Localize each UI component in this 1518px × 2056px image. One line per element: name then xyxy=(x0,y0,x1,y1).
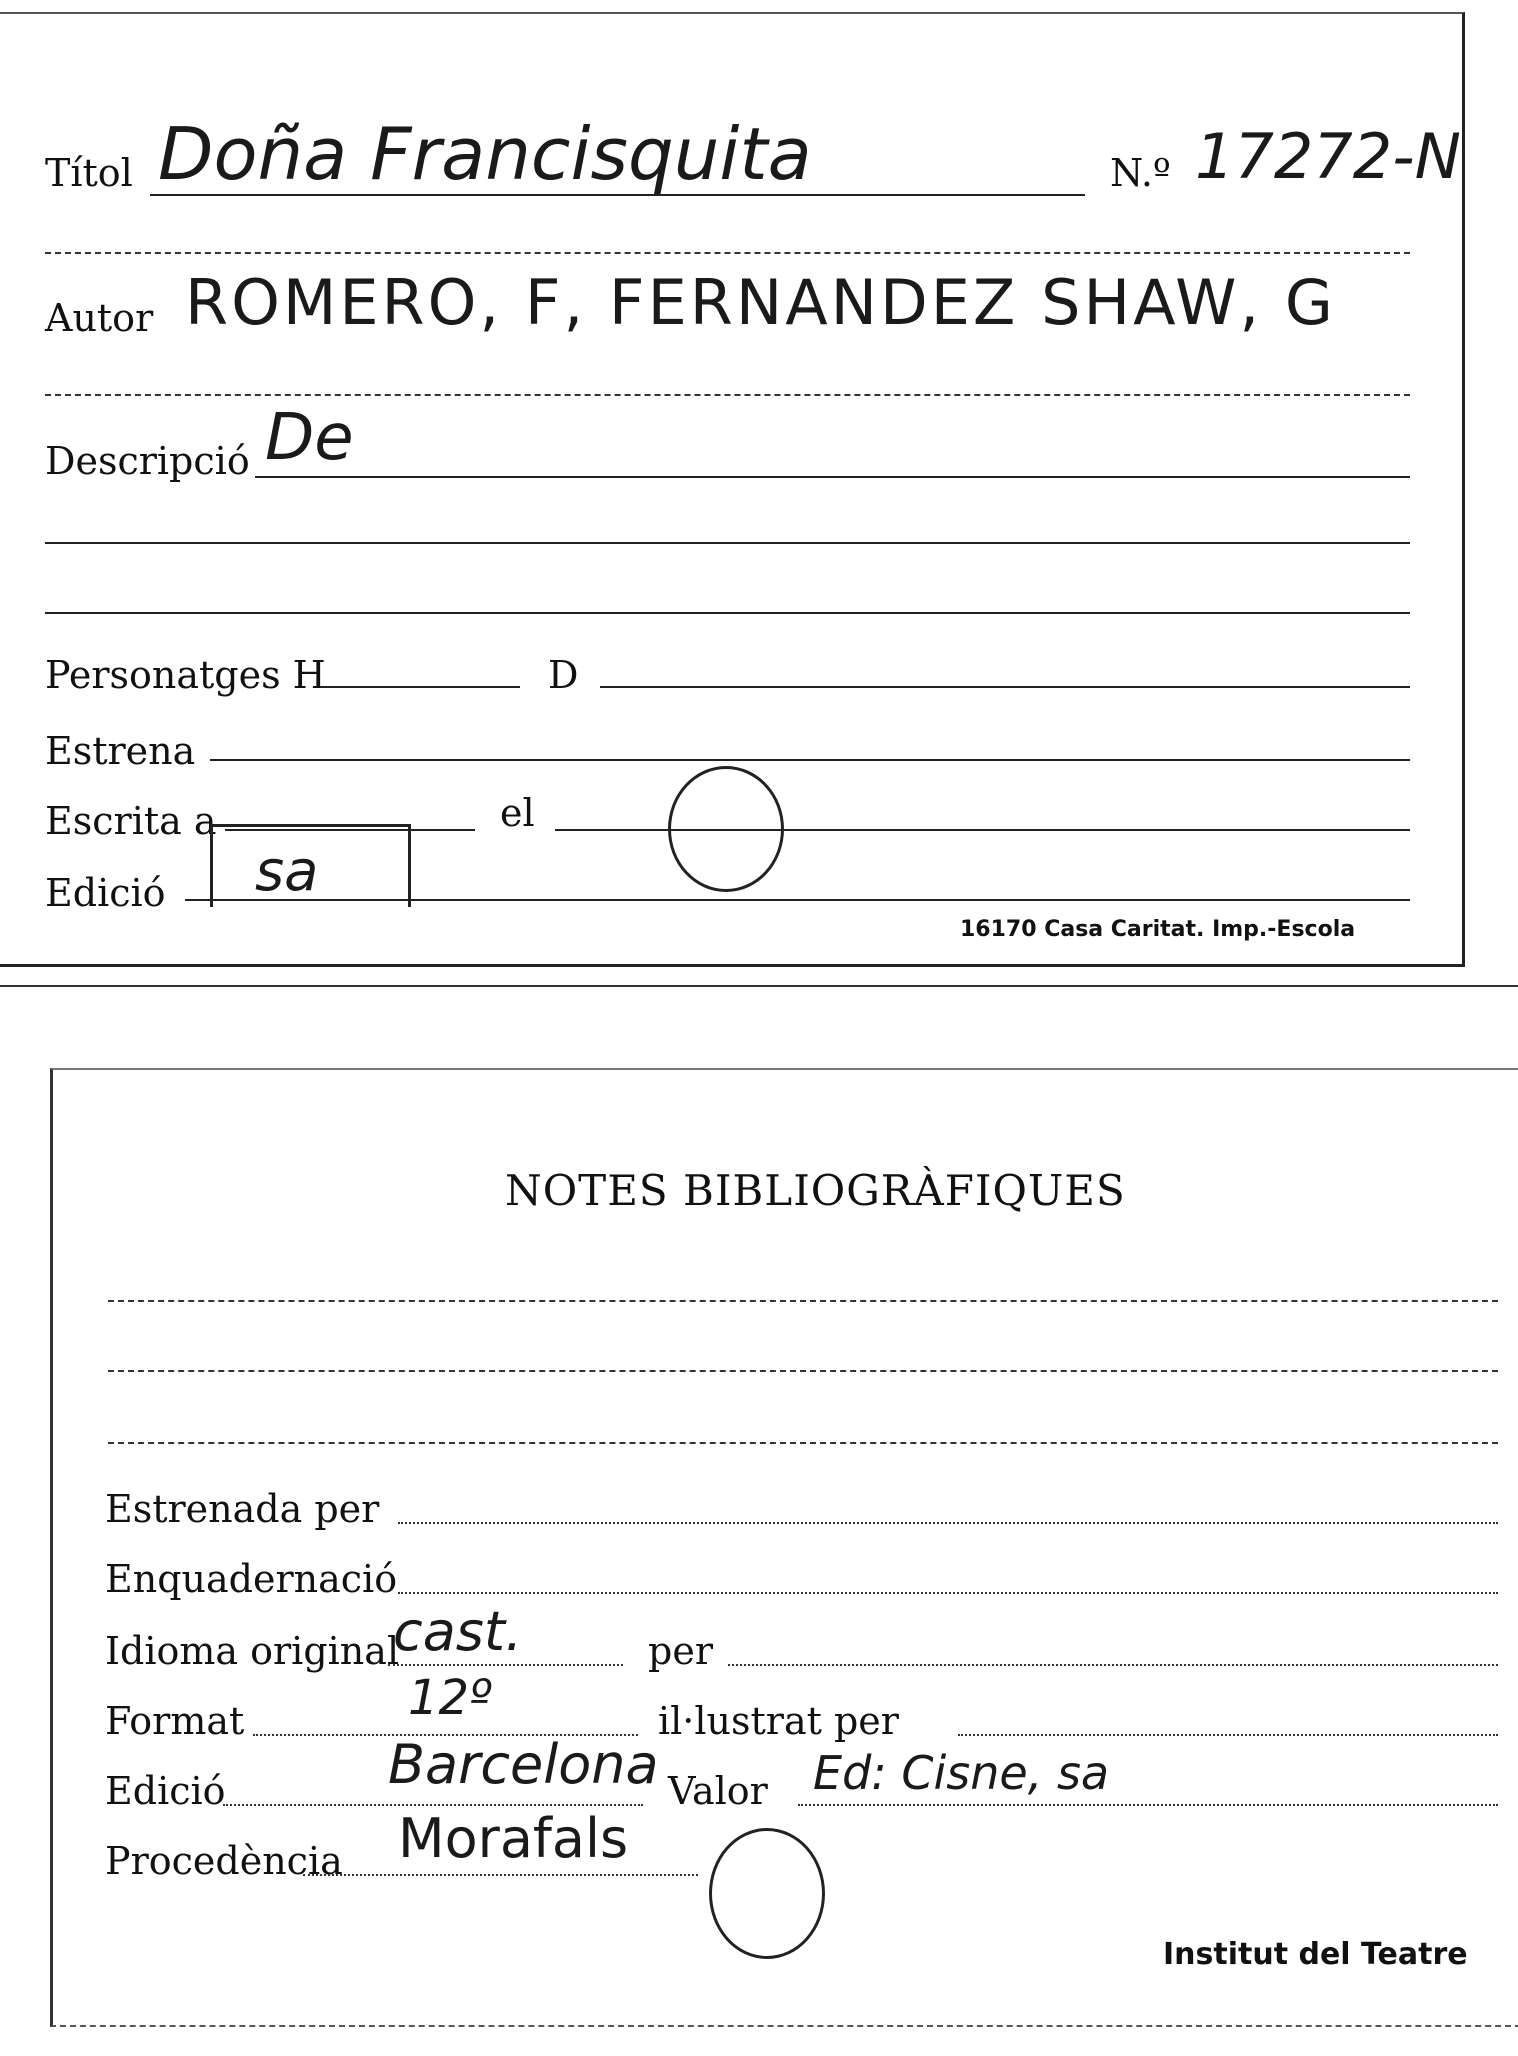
illustrat-line xyxy=(958,1734,1498,1736)
notes-heading: NOTES BIBLIOGRÀFIQUES xyxy=(505,1166,1126,1215)
estrenada-line xyxy=(398,1522,1498,1524)
idioma-line xyxy=(388,1664,623,1666)
per-label: per xyxy=(648,1629,713,1673)
numero-label: N.º xyxy=(1110,151,1171,195)
separator-line xyxy=(45,252,1410,254)
enquadernacio-label: Enquadernació xyxy=(105,1557,398,1601)
illustrat-label: il·lustrat per xyxy=(658,1699,899,1743)
valor-line xyxy=(798,1804,1498,1806)
numero-value: 17272-N xyxy=(1195,120,1461,193)
stamp-circle xyxy=(668,766,784,892)
format-label: Format xyxy=(105,1699,245,1743)
blank-line xyxy=(45,612,1410,614)
blank-line xyxy=(108,1300,1498,1302)
descripcio-line xyxy=(255,476,1410,478)
blank-line xyxy=(108,1442,1498,1444)
catalog-card-front xyxy=(0,12,1465,967)
personatges-d-line xyxy=(600,686,1410,688)
per-line xyxy=(728,1664,1498,1666)
page-divider xyxy=(0,985,1518,987)
edicio-line xyxy=(223,1804,643,1806)
titol-label: Títol xyxy=(45,151,133,195)
format-value: 12º xyxy=(408,1670,492,1726)
idioma-label: Idioma original xyxy=(105,1629,400,1673)
stamp-circle xyxy=(709,1828,825,1959)
institut-footer: Institut del Teatre xyxy=(1163,1937,1468,1972)
personatges-h-line xyxy=(320,686,520,688)
personatges-label: Personatges H xyxy=(45,653,326,697)
blank-line xyxy=(108,1370,1498,1372)
escrita-label: Escrita a xyxy=(45,799,217,843)
d-label: D xyxy=(548,653,579,697)
procedencia-value: Morafals xyxy=(398,1807,629,1870)
edicio-value: sa xyxy=(255,839,319,904)
titol-line xyxy=(150,194,1085,196)
titol-value: Doña Francisquita xyxy=(158,112,812,196)
estrena-label: Estrena xyxy=(45,729,196,773)
separator-line xyxy=(45,394,1410,396)
valor-value: Ed: Cisne, sa xyxy=(813,1746,1110,1800)
enquadernacio-line xyxy=(398,1592,1498,1594)
autor-label: Autor xyxy=(45,296,154,340)
valor-label: Valor xyxy=(668,1769,768,1813)
edicio-label: Edició xyxy=(45,871,166,915)
descripcio-value: De xyxy=(265,401,354,475)
procedencia-label: Procedència xyxy=(105,1839,343,1883)
procedencia-line xyxy=(303,1874,698,1876)
estrena-line xyxy=(210,759,1410,761)
blank-line xyxy=(45,542,1410,544)
printer-footer: 16170 Casa Caritat. Imp.-Escola xyxy=(960,917,1356,942)
descripcio-label: Descripció xyxy=(45,439,250,483)
estrenada-label: Estrenada per xyxy=(105,1487,380,1531)
edicio-label: Edició xyxy=(105,1769,226,1813)
catalog-card-back xyxy=(50,1068,1518,2027)
edicio-value: Barcelona xyxy=(388,1733,659,1796)
autor-value: ROMERO, F, FERNANDEZ SHAW, G xyxy=(185,266,1336,339)
idioma-value: cast. xyxy=(393,1600,523,1663)
el-label: el xyxy=(500,791,535,835)
